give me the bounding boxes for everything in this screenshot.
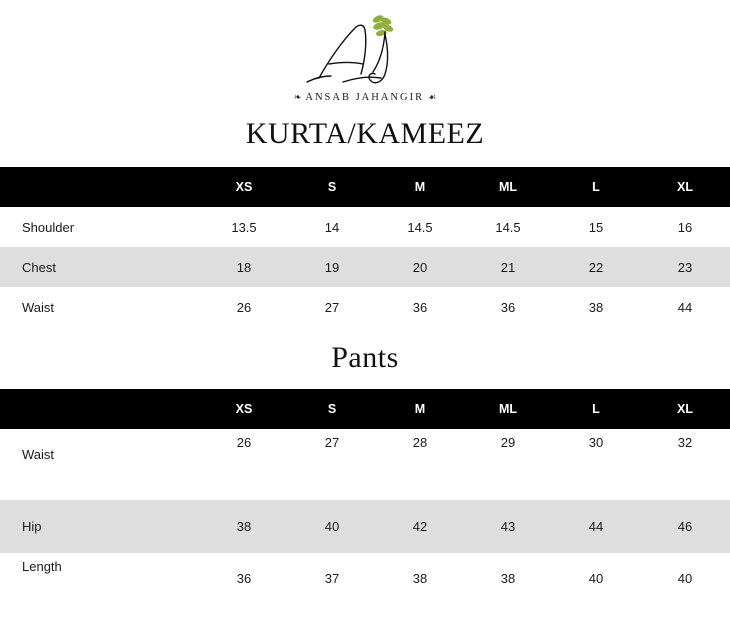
cell-value: 40 — [288, 500, 376, 553]
column-header-xl: XL — [640, 389, 730, 429]
column-header-l: L — [552, 389, 640, 429]
row-label: Hip — [0, 500, 200, 553]
cell-value: 38 — [464, 553, 552, 624]
cell-value: 27 — [288, 429, 376, 500]
column-header-measure — [0, 389, 200, 429]
cell-value: 42 — [376, 500, 464, 553]
column-header-xl: XL — [640, 167, 730, 207]
monogram-icon — [285, 12, 445, 90]
column-header-m: M — [376, 389, 464, 429]
column-header-l: L — [552, 167, 640, 207]
cell-value: 40 — [552, 553, 640, 624]
cell-value: 14.5 — [464, 207, 552, 247]
row-label: Chest — [0, 247, 200, 287]
section-title-pants: Pants — [331, 341, 399, 375]
cell-value: 38 — [200, 500, 288, 553]
cell-value: 38 — [552, 287, 640, 327]
table-row — [0, 500, 730, 553]
cell-value: 43 — [464, 500, 552, 553]
cell-value: 13.5 — [200, 207, 288, 247]
table-row — [0, 553, 730, 624]
column-header-ml: ML — [464, 389, 552, 429]
column-header-s: S — [288, 167, 376, 207]
left-flourish-icon: ❧ — [293, 92, 302, 103]
column-header-xs: XS — [200, 389, 288, 429]
cell-value: 38 — [376, 553, 464, 624]
table-row — [0, 247, 730, 287]
cell-value: 16 — [640, 207, 730, 247]
cell-value: 23 — [640, 247, 730, 287]
cell-value: 44 — [640, 287, 730, 327]
cell-value: 32 — [640, 429, 730, 500]
cell-value: 21 — [464, 247, 552, 287]
table-row — [0, 287, 730, 327]
cell-value: 40 — [640, 553, 730, 624]
cell-value: 36 — [376, 287, 464, 327]
cell-value: 20 — [376, 247, 464, 287]
brand-logo — [0, 0, 730, 103]
cell-value: 30 — [552, 429, 640, 500]
cell-value: 14 — [288, 207, 376, 247]
table-header-row — [0, 167, 730, 207]
column-header-measure — [0, 167, 200, 207]
cell-value: 46 — [640, 500, 730, 553]
column-header-s: S — [288, 389, 376, 429]
table-row — [0, 207, 730, 247]
cell-value: 26 — [200, 287, 288, 327]
table-row — [0, 429, 730, 500]
cell-value: 26 — [200, 429, 288, 500]
size-table-pants — [0, 389, 730, 624]
cell-value: 18 — [200, 247, 288, 287]
right-flourish-icon: ☙ — [428, 92, 437, 103]
size-table-kurta — [0, 167, 730, 327]
cell-value: 19 — [288, 247, 376, 287]
cell-value: 15 — [552, 207, 640, 247]
column-header-m: M — [376, 167, 464, 207]
cell-value: 29 — [464, 429, 552, 500]
cell-value: 36 — [464, 287, 552, 327]
row-label: Waist — [0, 429, 200, 500]
row-label: Length — [0, 553, 200, 624]
cell-value: 37 — [288, 553, 376, 624]
table-header-row — [0, 389, 730, 429]
column-header-ml: ML — [464, 167, 552, 207]
row-label: Waist — [0, 287, 200, 327]
cell-value: 27 — [288, 287, 376, 327]
cell-value: 22 — [552, 247, 640, 287]
cell-value: 28 — [376, 429, 464, 500]
cell-value: 14.5 — [376, 207, 464, 247]
brand-name-text: ANSAB JAHANGIR — [305, 92, 425, 103]
section-title-kurta: KURTA/KAMEEZ — [245, 117, 485, 151]
brand-name — [0, 92, 730, 103]
cell-value: 36 — [200, 553, 288, 624]
column-header-xs: XS — [200, 167, 288, 207]
row-label: Shoulder — [0, 207, 200, 247]
cell-value: 44 — [552, 500, 640, 553]
